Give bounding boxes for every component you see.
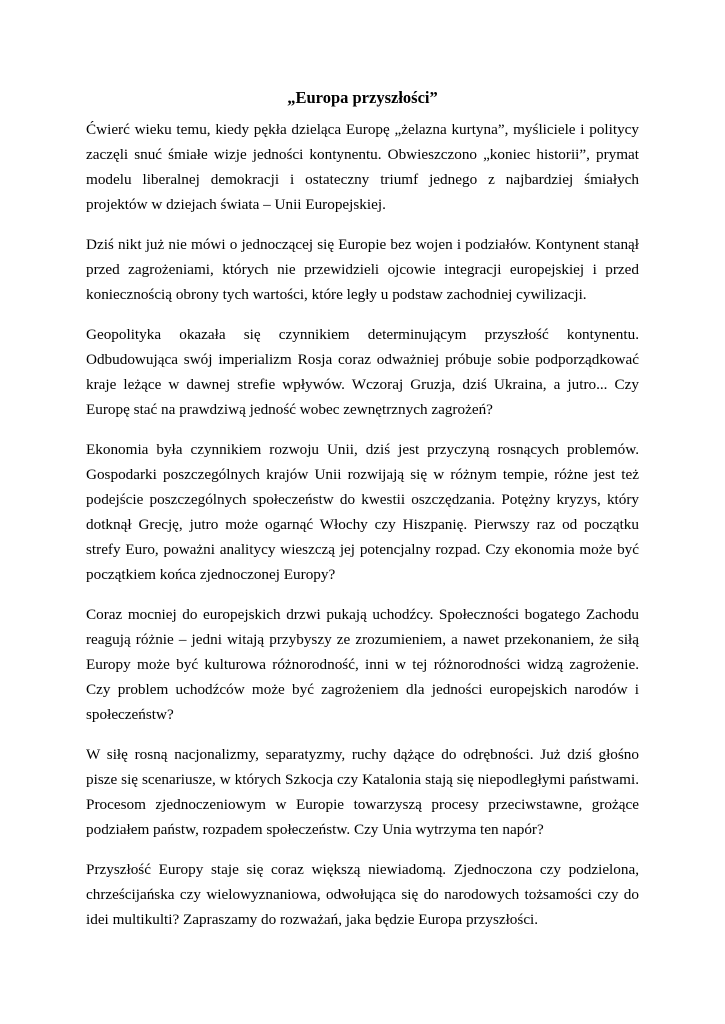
paragraph-1: Ćwierć wieku temu, kiedy pękła dzieląca Europę „żelazna kurtyna”, myśliciele i politycy zaczęli snuć śmiałe wizje jedności kontynentu. Obwieszczono „koniec historii”, prymat modelu liberalnej demokracji i ostateczny triumf jednego z najbardziej śmiałych projektów w dziejach świata – Unii Europejskiej. bbox=[86, 121, 639, 213]
paragraph-7: Przyszłość Europy staje się coraz większą niewiadomą. Zjednoczona czy podzielona, chrześcijańska czy wielowyznaniowa, odwołująca się do narodowych tożsamości czy do idei multikulti? Zapraszamy do rozważań, jaka będzie Europa przyszłości. bbox=[86, 861, 639, 928]
paragraph-3: Geopolityka okazała się czynnikiem determinującym przyszłość kontynentu. Odbudowująca swój imperializm Rosja coraz odważniej próbuje sobie podporządkować kraje leżące w dawnej strefie wpływów. Wczoraj Gruzja, dziś Ukraina, a jutro... Czy Europę stać na prawdziwą jedność wobec zewnętrznych zagrożeń? bbox=[86, 326, 639, 418]
paragraph-6: W siłę rosną nacjonalizmy, separatyzmy, ruchy dążące do odrębności. Już dziś głośno pisze się scenariusze, w których Szkocja czy Katalonia stają się niepodległymi państwami. Procesom zjednoczeniowym w Europie towarzyszą procesy przeciwstawne, grożące podziałem państw, rozpadem społeczeństw. Czy Unia wytrzyma ten napór? bbox=[86, 746, 639, 838]
paragraph-4: Ekonomia była czynnikiem rozwoju Unii, dziś jest przyczyną rosnących problemów. Gospodarki poszczególnych krajów Unii rozwijają się w różnym tempie, różne jest też podejście poszczególnych społeczeństw do kwestii oszczędzania. Potężny kryzys, który dotknął Grecję, jutro może ogarnąć Włochy czy Hiszpanię. Pierwszy raz od początku strefy Euro, poważni analitycy wieszczą jej potencjalny rozpad. Czy ekonomia może być początkiem końca zjednoczonej Europy? bbox=[86, 441, 639, 583]
paragraph-5: Coraz mocniej do europejskich drzwi pukają uchodźcy. Społeczności bogatego Zachodu reagują różnie – jedni witają przybyszy ze zrozumieniem, a nawet przekonaniem, że siłą Europy może być kulturowa różnorodność, inni w tej różnorodności widzą zagrożenie. Czy problem uchodźców może być zagrożeniem dla jedności europejskich narodów i społeczeństw? bbox=[86, 606, 639, 723]
document-title: „Europa przyszłości” bbox=[287, 88, 438, 107]
paragraph-2: Dziś nikt już nie mówi o jednoczącej się Europie bez wojen i podziałów. Kontynent stanął przed zagrożeniami, których nie przewidzieli ojcowie integracji europejskiej i przed koniecznością obrony tych wartości, które legły u podstaw zachodniej cywilizacji. bbox=[86, 236, 639, 303]
document-body bbox=[86, 117, 639, 947]
